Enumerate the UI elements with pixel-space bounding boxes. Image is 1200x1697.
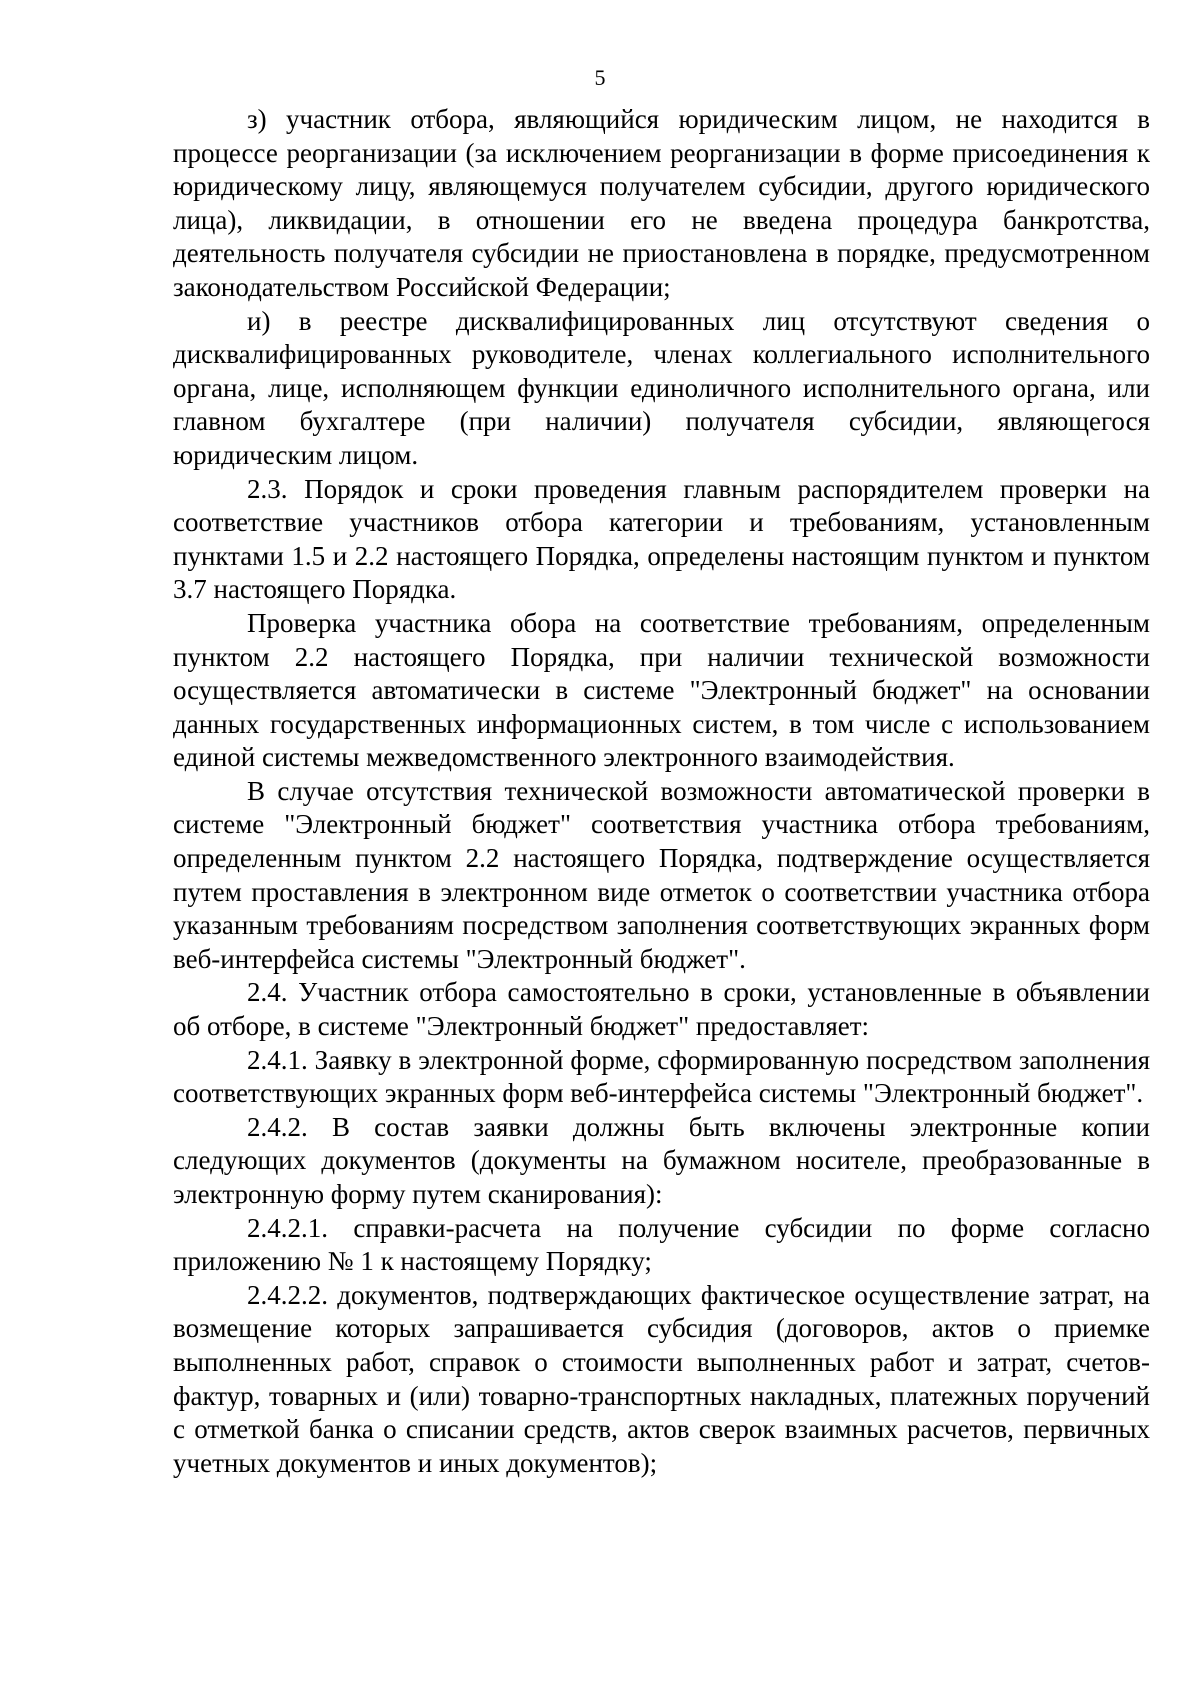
paragraph-2-4: 2.4. Участник отбора самостоятельно в сроки, установленные в объявлении об отборе, в системе "Электронный бюджет" предоставляет: — [173, 977, 1150, 1042]
paragraph-2-4-2-1: 2.4.2.1. справки-расчета на получение субсидии по форме согласно приложению № 1 к настоящему Порядку; — [173, 1212, 1150, 1277]
paragraph-2-4-1: 2.4.1. Заявку в электронной форме, сформированную посредством заполнения соответствующих экранных форм веб-интерфейса системы "Электронный бюджет". — [173, 1044, 1150, 1109]
paragraph-2-3: 2.3. Порядок и сроки проведения главным распорядителем проверки на соответствие участников отбора категории и требованиям, установленным пунктами 1.5 и 2.2 настоящего Порядка, определены настоящим пунктом и пунктом 3.7 настоящего Порядка. — [173, 473, 1150, 605]
document-body — [173, 103, 1150, 1480]
paragraph-2-4-2: 2.4.2. В состав заявки должны быть включены электронные копии следующих документов (документы на бумажном носителе, преобразованные в электронную форму путем сканирования): — [173, 1111, 1150, 1209]
paragraph-2-4-2-2: 2.4.2.2. документов, подтверждающих фактическое осуществление затрат, на возмещение которых запрашивается субсидия (договоров, актов о приемке выполненных работ, справок о стоимости выполненных работ и затрат, счетов-фактур, товарных и (или) товарно-транспортных накладных, платежных поручений с отметкой банка о списании средств, актов сверок взаимных расчетов, первичных учетных документов и иных документов); — [173, 1279, 1150, 1478]
paragraph-verification-manual: В случае отсутствия технической возможности автоматической проверки в системе "Электронный бюджет" соответствия участника отбора требованиям, определенным пунктом 2.2 настоящего Порядка, подтверждение осуществляется путем проставления в электронном виде отметок о соответствии участника отбора указанным требованиям посредством заполнения соответствующих экранных форм веб-интерфейса системы "Электронный бюджет". — [173, 775, 1150, 974]
paragraph-z: з) участник отбора, являющийся юридическим лицом, не находится в процессе реорганизации (за исключением реорганизации в форме присоединения к юридическому лицу, являющемуся получателем субсидии, другого юридического лица), ликвидации, в отношении его не введена процедура банкротства, деятельность получателя субсидии не приостановлена в порядке, предусмотренном законодательством Российской Федерации; — [173, 104, 1150, 302]
page-number: 5 — [594, 65, 606, 90]
paragraph-verification-auto: Проверка участника обора на соответствие требованиям, определенным пунктом 2.2 настоящего Порядка, при наличии технической возможности осуществляется автоматически в системе "Электронный бюджет" на основании данных государственных информационных систем, в том числе с использованием единой системы межведомственного электронного взаимодействия. — [173, 607, 1150, 773]
paragraph-i: и) в реестре дисквалифицированных лиц отсутствуют сведения о дисквалифицированных руководителе, членах коллегиального исполнительного органа, лице, исполняющем функции единоличного исполнительного органа, или главном бухгалтере (при наличии) получателя субсидии, являющегося юридическим лицом. — [173, 305, 1150, 470]
